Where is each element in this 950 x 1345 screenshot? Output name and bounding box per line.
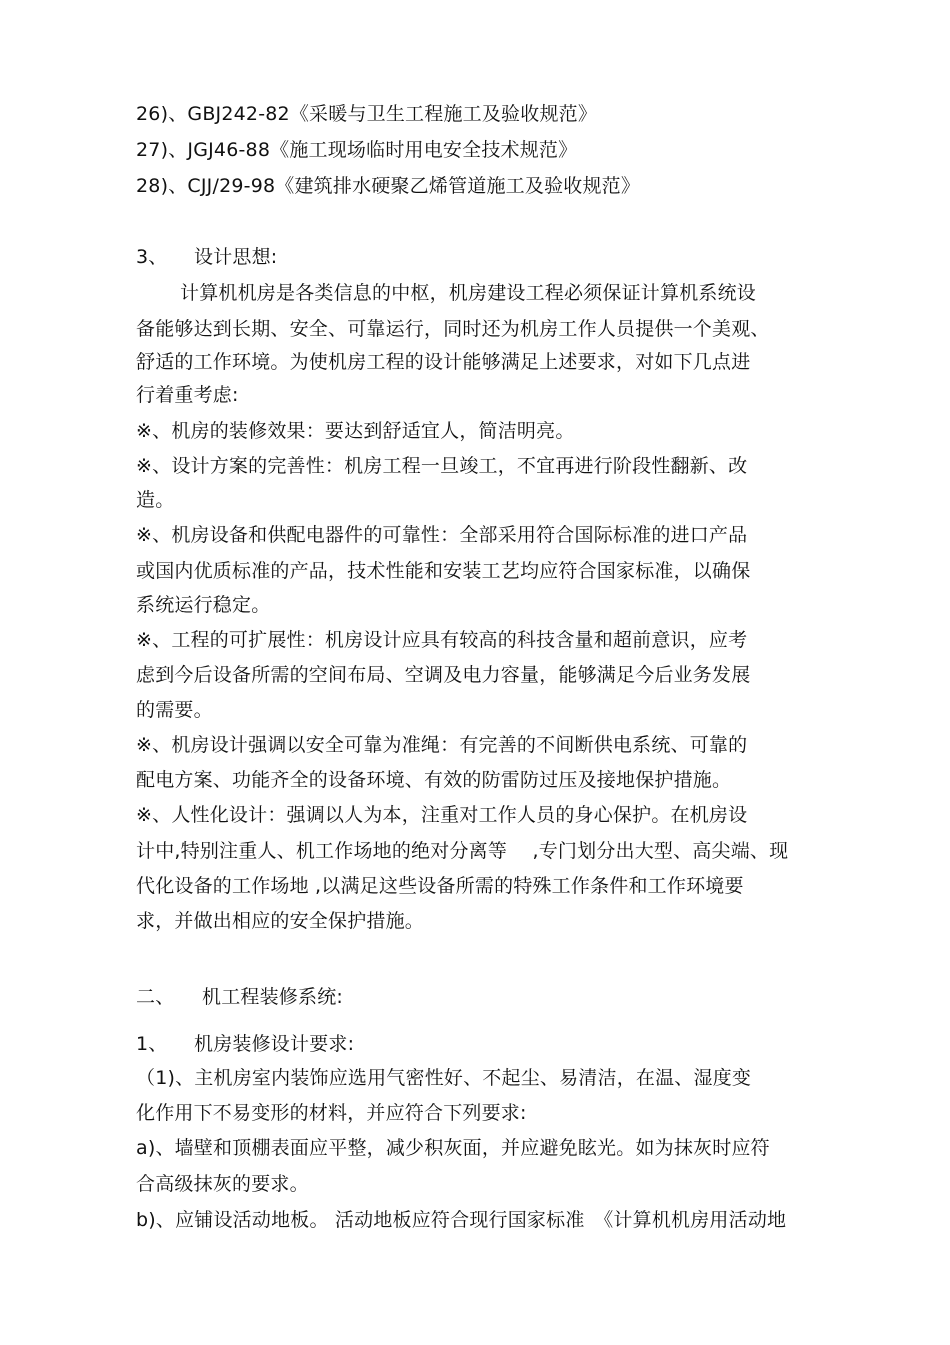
paragraph-line: 计算机机房是各类信息的中枢，机房建设工程必须保证计算机系统设 (180, 282, 757, 304)
section-two-number: 二、 (136, 986, 175, 1008)
requirement-line: 化作用下不易变形的材料，并应符合下列要求: (136, 1102, 527, 1124)
design-point-line: ※、工程的可扩展性：机房设计应具有较高的科技含量和超前意识，应考 (136, 629, 748, 651)
reference-item-26: 26)、GBJ242-82《采暖与卫生工程施工及验收规范》 (136, 103, 598, 125)
requirement-line: a)、墙壁和顶棚表面应平整，减少积灰面，并应避免眩光。如为抹灰时应符 (136, 1137, 770, 1159)
subsection-1-heading (136, 1032, 354, 1056)
design-point-line: 虑到今后设备所需的空间布局、空调及电力容量，能够满足今后业务发展 (136, 664, 751, 686)
section-3-title: 设计思想: (194, 246, 278, 268)
design-point-line: ※、人性化设计：强调以人为本，注重对工作人员的身心保护。在机房设 (136, 804, 748, 826)
subsection-1-title: 机房装修设计要求: (194, 1033, 355, 1055)
paragraph-line: 舒适的工作环境。为使机房工程的设计能够满足上述要求，对如下几点进 (136, 351, 751, 373)
design-point-line: 造。 (136, 489, 175, 511)
design-point-line: ※、机房设备和供配电器件的可靠性：全部采用符合国际标准的进口产品 (136, 524, 748, 546)
reference-item-27: 27)、JGJ46-88《施工现场临时用电安全技术规范》 (136, 139, 578, 161)
design-point-line: 代化设备的工作场地 ,以满足这些设备所需的特殊工作条件和工作环境要 (136, 875, 744, 897)
design-point-line: ※、机房设计强调以安全可靠为准绳：有完善的不间断供电系统、可靠的 (136, 734, 748, 756)
design-point-line: 或国内优质标准的产品，技术性能和安装工艺均应符合国家标准，以确保 (136, 560, 751, 582)
section-two-title: 机工程装修系统: (202, 986, 344, 1008)
requirement-line: b)、应铺设活动地板。 活动地板应符合现行国家标准 《计算机机房用活动地 (136, 1209, 787, 1231)
section-two-heading (136, 985, 343, 1009)
requirement-line: 合高级抹灰的要求。 (136, 1173, 309, 1195)
design-point-line: 计中,特别注重人、机工作场地的绝对分离等 ,专门划分出大型、高尖端、现 (136, 840, 789, 862)
design-point-line: 系统运行稳定。 (136, 594, 271, 616)
design-point-line: 求，并做出相应的安全保护措施。 (136, 910, 425, 932)
paragraph-line: 行着重考虑: (136, 384, 239, 406)
subsection-1-number: 1、 (136, 1033, 168, 1055)
design-point-line: 配电方案、功能齐全的设备环境、有效的防雷防过压及接地保护措施。 (136, 769, 732, 791)
paragraph-line: 备能够达到长期、安全、可靠运行，同时还为机房工作人员提供一个美观、 (136, 318, 770, 340)
requirement-line: （1)、主机房室内装饰应选用气密性好、不起尘、易清洁，在温、湿度变 (136, 1067, 752, 1089)
design-point-line: ※、机房的装修效果：要达到舒适宜人，简洁明亮。 (136, 420, 575, 442)
section-3-number: 3、 (136, 246, 168, 268)
design-point-line: 的需要。 (136, 699, 213, 721)
reference-item-28: 28)、CJJ/29-98《建筑排水硬聚乙烯管道施工及验收规范》 (136, 175, 641, 197)
section-3-heading (136, 245, 277, 269)
design-point-line: ※、设计方案的完善性：机房工程一旦竣工，不宜再进行阶段性翻新、改 (136, 455, 748, 477)
